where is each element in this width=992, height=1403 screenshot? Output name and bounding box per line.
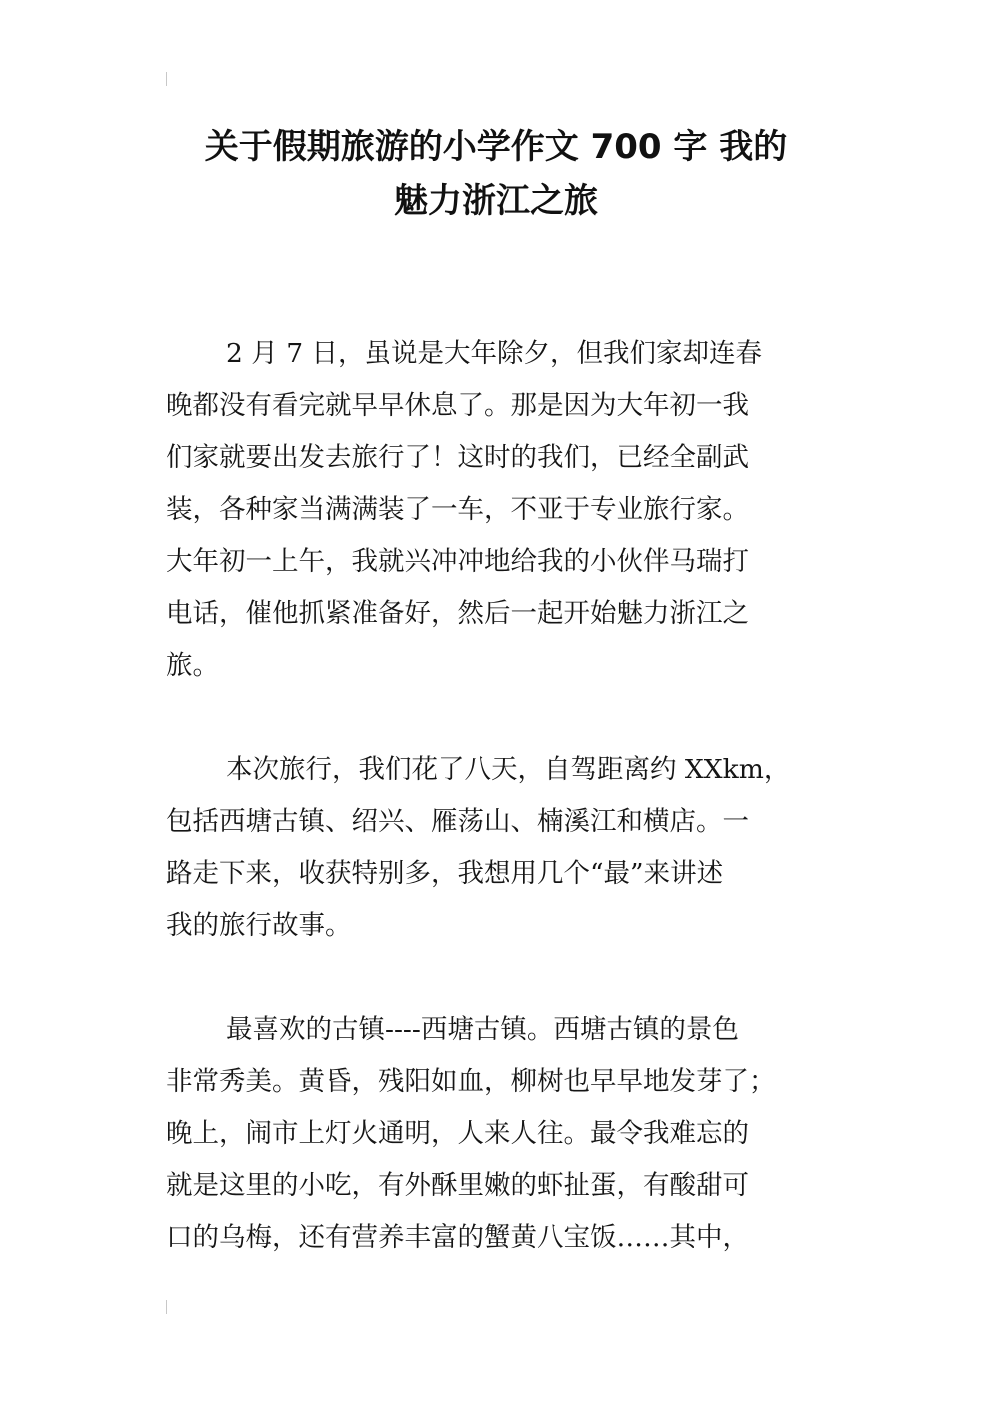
title-line: 关于假期旅游的小学作文 700 字 我的 bbox=[204, 127, 788, 167]
paragraph-line: 口的乌梅，还有营养丰富的蟹黄八宝饭……其中， bbox=[166, 1222, 749, 1253]
paragraph-line: 旅。 bbox=[166, 650, 219, 681]
paragraph-line: 包括西塘古镇、绍兴、雁荡山、楠溪江和横店。一 bbox=[166, 806, 749, 837]
paragraph-1 bbox=[166, 328, 834, 692]
title-line: 魅力浙江之旅 bbox=[394, 181, 598, 221]
paragraph-line: 非常秀美。黄昏，残阳如血，柳树也早早地发芽了； bbox=[166, 1066, 776, 1097]
document-title bbox=[150, 120, 842, 228]
page-corner-mark-top bbox=[166, 72, 167, 86]
paragraph-line: 2 月 7 日，虽说是大年除夕，但我们家却连春 bbox=[226, 338, 762, 369]
paragraph-line: 们家就要出发去旅行了！这时的我们，已经全副武 bbox=[166, 442, 749, 473]
paragraph-3 bbox=[166, 1004, 834, 1264]
paragraph-line: 路走下来，收获特别多，我想用几个“最”来讲述 bbox=[166, 858, 724, 889]
paragraph-line: 本次旅行，我们花了八天，自驾距离约 XXkm， bbox=[226, 754, 791, 785]
paragraph-line: 就是这里的小吃，有外酥里嫩的虾扯蛋，有酸甜可 bbox=[166, 1170, 749, 1201]
paragraph-2 bbox=[166, 744, 834, 952]
paragraph-line: 晚上，闹市上灯火通明，人来人往。最令我难忘的 bbox=[166, 1118, 749, 1149]
paragraph-line: 电话，催他抓紧准备好，然后一起开始魅力浙江之 bbox=[166, 598, 749, 629]
paragraph-line: 我的旅行故事。 bbox=[166, 910, 352, 941]
paragraph-line: 大年初一上午，我就兴冲冲地给我的小伙伴马瑞打 bbox=[166, 546, 749, 577]
paragraph-line: 最喜欢的古镇----西塘古镇。西塘古镇的景色 bbox=[226, 1014, 739, 1045]
paragraph-line: 装，各种家当满满装了一车，不亚于专业旅行家。 bbox=[166, 494, 749, 525]
paragraph-line: 晚都没有看完就早早休息了。那是因为大年初一我 bbox=[166, 390, 749, 421]
page-corner-mark-bottom bbox=[166, 1300, 167, 1314]
